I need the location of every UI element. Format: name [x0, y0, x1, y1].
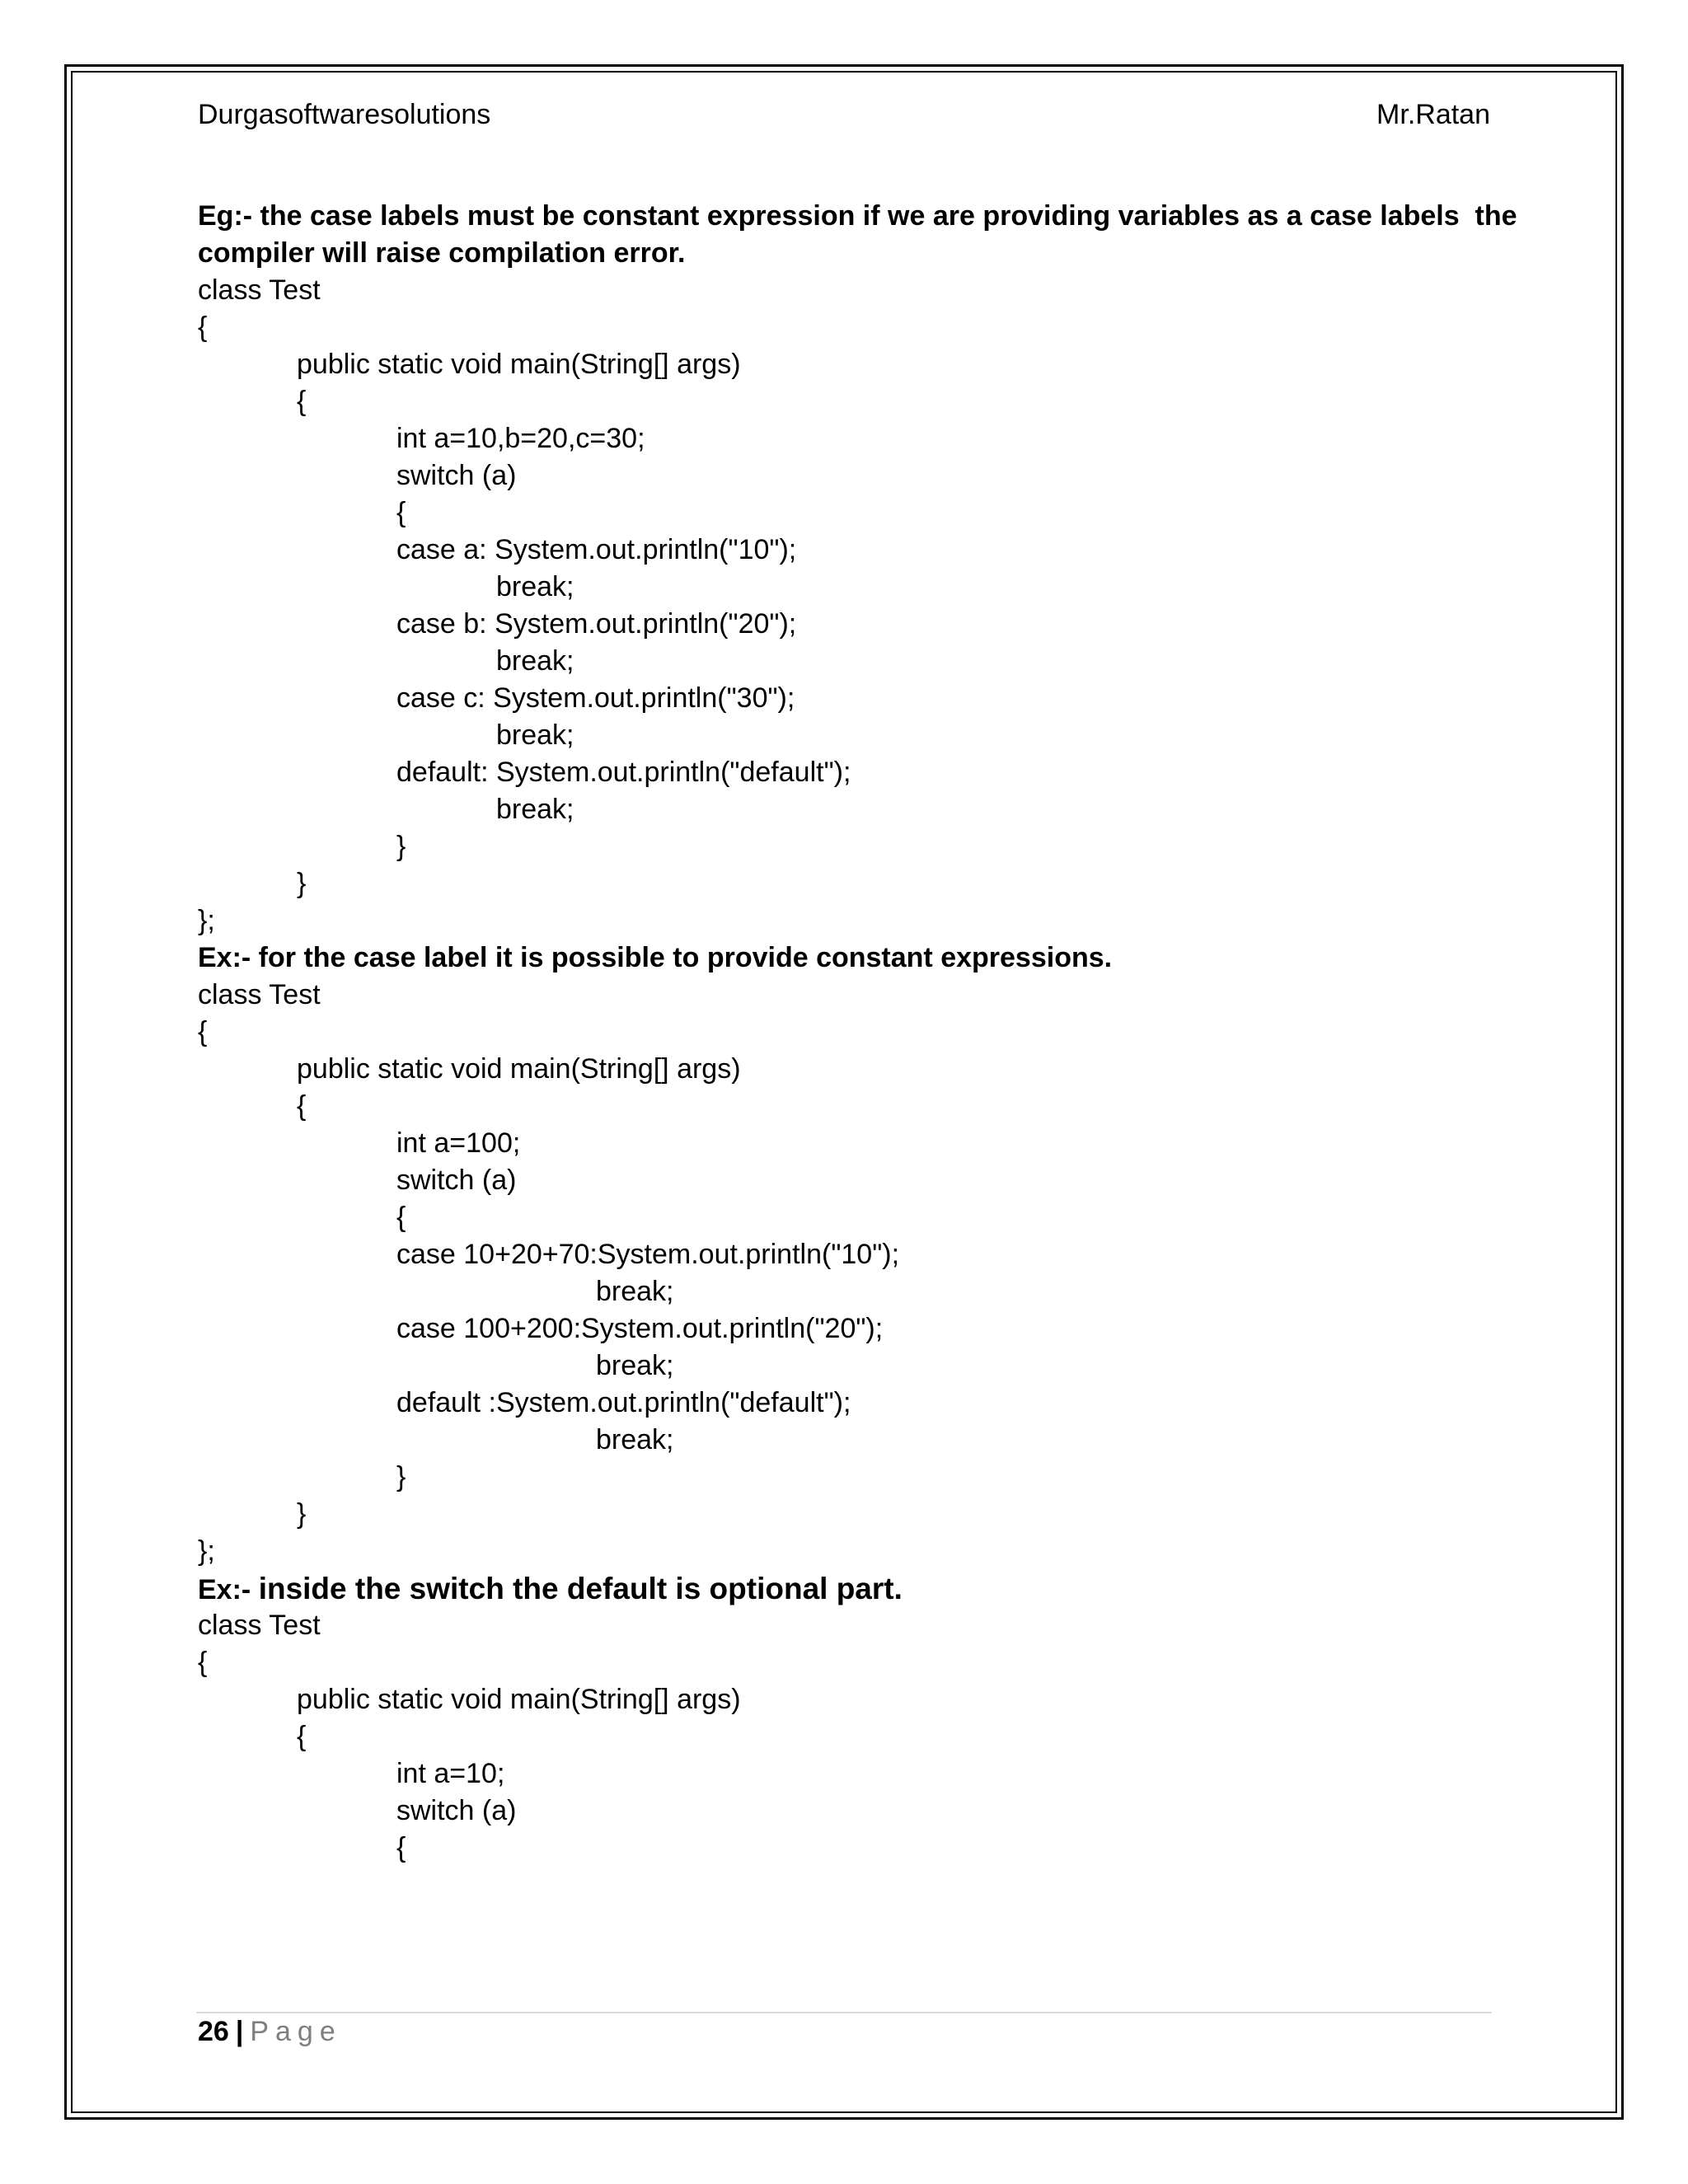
code-line: {: [198, 1647, 208, 1678]
code-line: default :System.out.println("default");: [396, 1387, 851, 1418]
header-author: Mr.Ratan: [1376, 99, 1490, 130]
code-line: break;: [596, 1424, 674, 1455]
section3-heading-text: inside the switch the default is optional part.: [258, 1572, 903, 1605]
header-company: Durgasoftwaresolutions: [198, 99, 491, 130]
code-line: break;: [596, 1276, 674, 1307]
code-line: public static void main(String[] args): [297, 1053, 741, 1085]
section2-heading: Ex:- for the case label it is possible to provide constant expressions.: [198, 942, 1113, 973]
code-line: public static void main(String[] args): [297, 349, 741, 380]
code-line: {: [396, 1832, 406, 1863]
code-line: case a: System.out.println("10");: [396, 534, 797, 565]
code-line: class Test: [198, 274, 321, 306]
code-line: {: [297, 1090, 307, 1122]
section1-heading-line2: compiler will raise compilation error.: [198, 237, 686, 269]
code-line: case b: System.out.println("20");: [396, 608, 797, 640]
code-line: class Test: [198, 979, 321, 1010]
footer-separator: |: [235, 2016, 244, 2047]
code-line: case 10+20+70:System.out.println("10");: [396, 1239, 900, 1270]
code-line: case 100+200:System.out.println("20");: [396, 1313, 884, 1344]
code-line: int a=100;: [396, 1127, 521, 1159]
code-line: public static void main(String[] args): [297, 1684, 741, 1715]
code-line: break;: [496, 719, 574, 751]
code-line: switch (a): [396, 460, 517, 491]
code-line: }: [297, 868, 307, 899]
section3-heading: [198, 1570, 1500, 1607]
code-line: }: [297, 1498, 307, 1530]
code-line: break;: [596, 1350, 674, 1381]
code-line: int a=10;: [396, 1758, 505, 1789]
code-line: {: [198, 1016, 208, 1047]
code-line: switch (a): [396, 1795, 517, 1826]
code-line: case c: System.out.println("30");: [396, 682, 795, 714]
code-line: }: [396, 1461, 406, 1493]
code-line: switch (a): [396, 1165, 517, 1196]
code-line: break;: [496, 794, 574, 825]
page-footer: [198, 2016, 342, 2048]
code-line: }: [396, 831, 406, 862]
section3-heading-prefix: Ex:-: [198, 1574, 259, 1605]
page-label: Page: [250, 2016, 342, 2047]
code-line: {: [396, 497, 406, 528]
code-line: {: [396, 1202, 406, 1233]
code-line: break;: [496, 571, 574, 602]
code-line: class Test: [198, 1610, 321, 1641]
page-content: [198, 198, 1517, 1867]
code-line: {: [297, 386, 307, 417]
code-line: break;: [496, 645, 574, 677]
code-line: default: System.out.println("default");: [396, 757, 851, 788]
code-line: {: [297, 1721, 307, 1752]
footer-rule: [196, 2012, 1492, 2013]
section1-heading-line1: Eg:- the case labels must be constant expression if we are providing variables as a case labels the: [198, 200, 1517, 232]
code-line: int a=10,b=20,c=30;: [396, 423, 645, 454]
page-number: 26: [198, 2016, 229, 2047]
code-line: {: [198, 312, 208, 343]
code-line: };: [198, 1535, 215, 1567]
code-line: };: [198, 905, 215, 936]
